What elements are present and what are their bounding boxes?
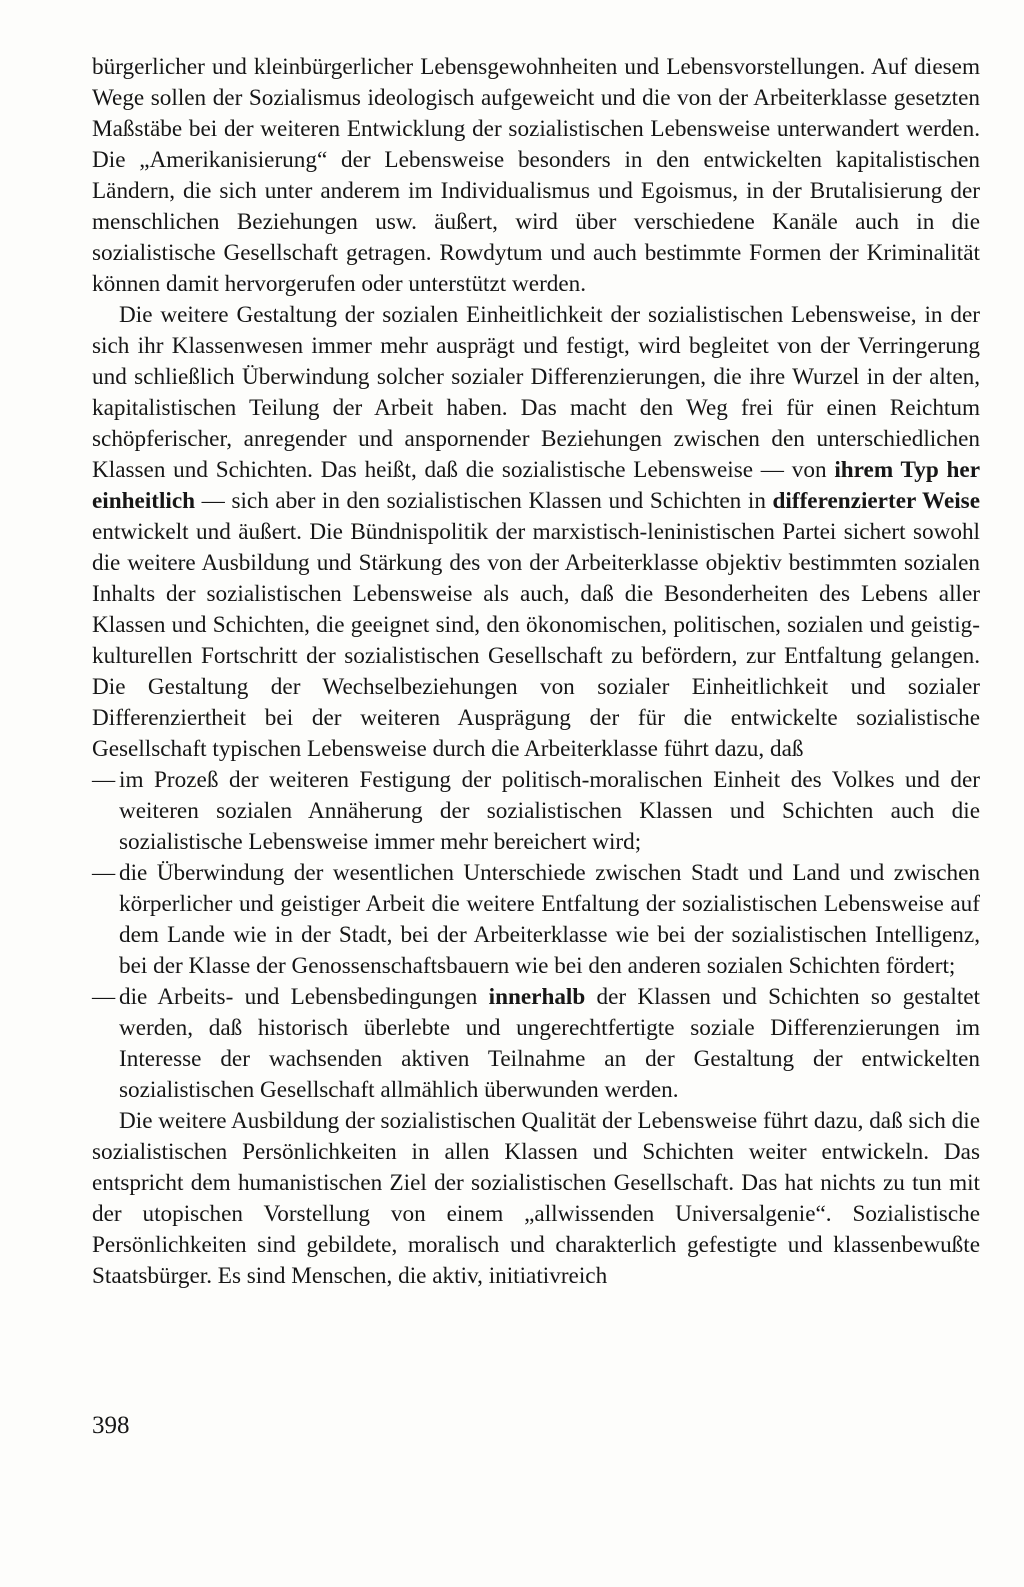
paragraph-1: bürgerlicher und kleinbürgerlicher Lebensgewohnheiten und Lebensvorstellungen. Auf diesem Wege sollen der Sozialismus ideologisch aufgeweicht und die von der Arbeiterklasse gesetzten Maßstäbe bei der weiteren Entwicklung der sozialistischen Lebensweise unterwandert werden. Die „Amerikanisierung“ der Lebensweise besonders in den entwickelten kapitalistischen Ländern, die sich unter anderem im Individualismus und Egoismus, in der Brutalisierung der menschlichen Beziehungen usw. äußert, wird über verschiedene Kanäle auch in die sozialistische Gesellschaft getragen. Rowdytum und auch bestimmte Formen der Kriminalität können damit hervorgerufen oder unterstützt werden. [92, 54, 980, 297]
paragraph-3: Die weitere Ausbildung der sozialistischen Qualität der Lebensweise führt dazu, daß sich die sozialistischen Persönlichkeiten in allen Klassen und Schichten weiter entwickeln. Das entspricht dem humanistischen Ziel der sozialistischen Gesellschaft. Das hat nichts zu tun mit der utopischen Vorstellung von einem „allwissenden Universalgenie“. Sozialistische Persönlichkeiten sind gebildete, moralisch und charakterlich gefestigte und klassenbewußte Staatsbürger. Es sind Menschen, die aktiv, initiativreich [92, 1108, 980, 1289]
paragraph-2 [92, 300, 980, 765]
dash-list [92, 765, 980, 1106]
bold-phrase-typ: ihrem Typ her einheitlich [92, 457, 980, 514]
dash-bullet: — [92, 767, 116, 793]
list-item-text-a: die Arbeits- und Lebensbedingungen [119, 984, 489, 1010]
paragraph-2-text-d: entwickelt und äußert. Die Bündnispolitik der marxistisch-leninistischen Partei sichert sowohl die weitere Ausbildung und Stärkung des von der Arbeiterklasse objektiv bestimmten sozialen Inhalts der sozialistischen Lebensweise als auch, daß die Besonderheiten des Lebens aller Klassen und Schichten, die geeignet sind, den ökonomischen, politischen, sozialen und geistig-kulturellen Fortschritt der sozialistischen Gesellschaft zu befördern, zur Entfaltung gelangen. Die Gestaltung der Wechselbeziehungen von sozialer Einheitlichkeit und sozialer Differenziertheit bei der weiteren Ausprägung der für die entwickelte sozialistische Gesellschaft typischen Lebensweise durch die Arbeiterklasse führt dazu, daß [92, 519, 980, 762]
bold-word-innerhalb: innerhalb [488, 984, 586, 1010]
list-item-text: die Überwindung der wesentlichen Unterschiede zwischen Stadt und Land und zwischen körperlicher und geistiger Arbeit die weitere Entfaltung der sozialistischen Lebensweise auf dem Lande wie in der Stadt, bei der Arbeiterklasse wie bei der sozialistischen Intelligenz, bei der Klasse der Genossenschaftsbauern wie bei den anderen sozialen Schichten fördert; [119, 860, 980, 979]
paragraph-2-text-a: Die weitere Gestaltung der sozialen Einheitlichkeit der sozialistischen Lebensweise, in der sich ihr Klassenwesen immer mehr ausprägt und festigt, wird begleitet von der Verringerung und schließlich Überwindung solcher sozialer Differenzierungen, die ihre Wurzel in der alten, kapitalistischen Teilung der Arbeit haben. Das macht den Weg frei für einen Reichtum schöpferischer, anregender und anspornender Beziehungen zwischen den unterschiedlichen Klassen und Schichten. Das heißt, daß die sozialistische Lebensweise — von [92, 302, 980, 483]
list-item [92, 765, 980, 858]
bold-phrase-differenziert: differenzierter Weise [772, 488, 980, 514]
page-number: 398 [92, 1412, 130, 1439]
list-item-text-c: der Klassen und Schichten so gestaltet werden, daß historisch überlebte und ungerechtfertigte soziale Differenzierungen im Interesse der wachsenden aktiven Teilnahme an der Gestaltung der entwickelten sozialistischen Gesellschaft allmählich überwunden werden. [119, 984, 981, 1103]
list-item [92, 982, 980, 1106]
list-item [92, 858, 980, 982]
dash-bullet: — [92, 860, 116, 886]
paragraph-2-text-c: — sich aber in den sozialistischen Klassen und Schichten in [195, 488, 773, 514]
dash-bullet: — [92, 984, 116, 1010]
page-body [92, 52, 980, 1292]
list-item-text: im Prozeß der weiteren Festigung der politisch-moralischen Einheit des Volkes und der weiteren sozialen Annäherung der sozialistischen Klassen und Schichten auch die sozialistische Lebensweise immer mehr bereichert wird; [119, 767, 980, 855]
